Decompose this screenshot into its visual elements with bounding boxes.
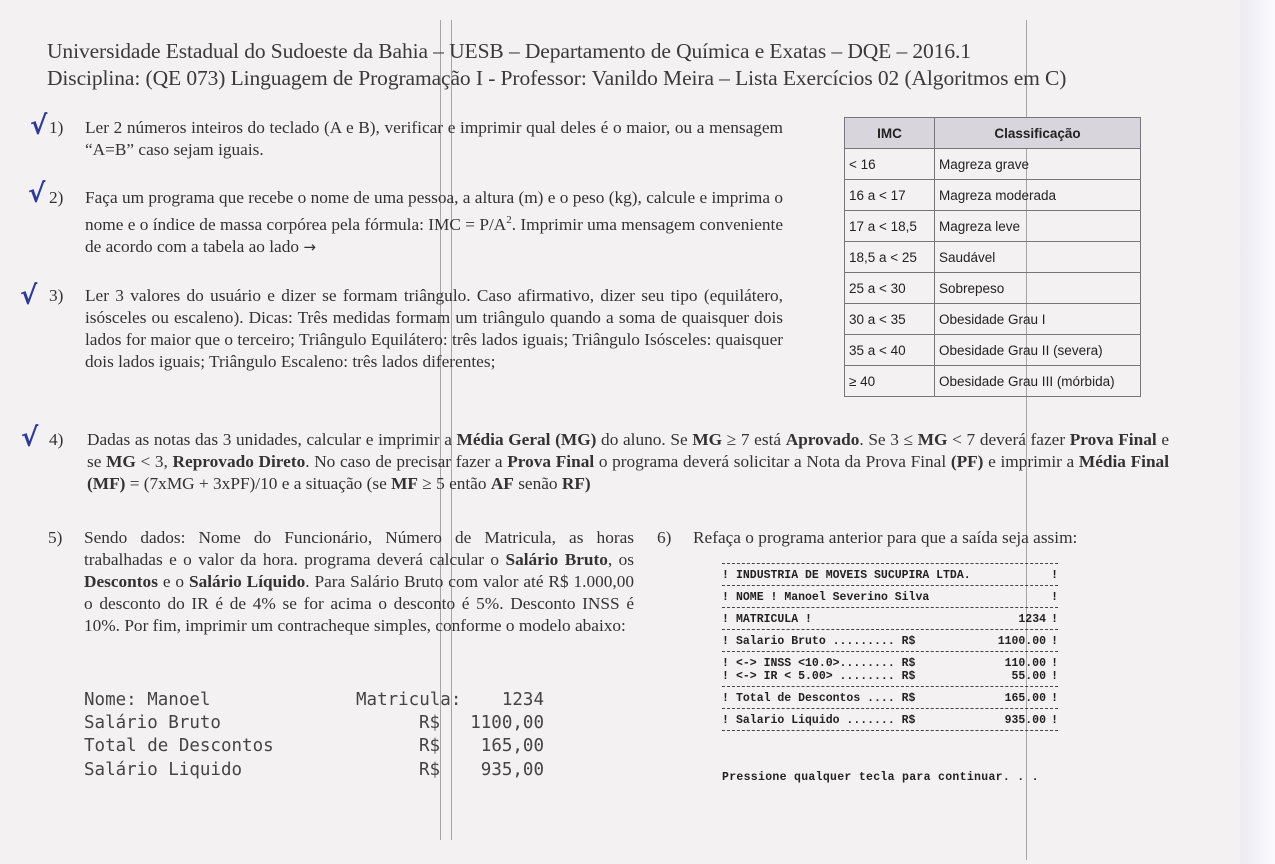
bold-run: MG <box>106 452 136 471</box>
question-text: Faça um programa que recebe o nome de uma pessoa, a altura (m) e o peso (kg), calcule e imprima o nome e o índice de massa corpórea pela fórmula: IMC = P/A <box>85 188 783 234</box>
text-run: < 7 deverá fazer <box>947 430 1070 449</box>
bold-run: (MF) <box>87 474 126 493</box>
imc-class: Magreza moderada <box>935 180 1141 211</box>
payslip-value: 935,00 <box>480 760 544 780</box>
question-number: 4) <box>49 430 64 449</box>
question-number: 1) <box>49 118 64 137</box>
checkmark-q4: √ <box>21 423 39 453</box>
imc-range: 17 a < 18,5 <box>845 211 935 242</box>
text-run: , os <box>607 550 634 569</box>
question-1 <box>49 117 783 161</box>
text-run: Dadas as notas das 3 unidades, calcular e imprimir a <box>87 430 457 449</box>
superscript: 2 <box>506 214 512 226</box>
terminal-row: ! NOME ! Manoel Severino Silva ! <box>722 591 1058 604</box>
table-row <box>845 211 1141 242</box>
bruto-label: Salario Bruto ......... R$ <box>736 635 916 648</box>
terminal-row: ! Salario Liquido ....... R$ 935.00 ! <box>722 714 1058 727</box>
text-run: . Se 3 ≤ <box>859 430 918 449</box>
question-6 <box>657 527 1173 549</box>
question-5 <box>48 527 634 637</box>
header-line-2: Disciplina: (QE 073) Linguagem de Programação I - Professor: Vanildo Meira – Lista Exercícios 02 (Algoritmos em C) <box>47 66 1067 90</box>
table-row <box>845 366 1141 397</box>
text-run: < 3, <box>135 452 173 471</box>
imc-class: Obesidade Grau I <box>935 304 1141 335</box>
text-run: Sendo dados: Nome do Funcionário, Número de Matricula, as horas trabalhadas e o valor da hora. programa deverá calcular o <box>84 528 634 569</box>
payslip-value: 1234 <box>501 690 544 710</box>
imc-class: Sobrepeso <box>935 273 1141 304</box>
imc-range: 16 a < 17 <box>845 180 935 211</box>
table-row <box>845 180 1141 211</box>
inss-label: <-> INSS <10.0>........ R$ <box>736 657 916 670</box>
question-number: 2) <box>49 188 64 207</box>
bold-run: Aprovado <box>785 430 860 449</box>
bold-run: Salário Líquido <box>188 572 306 591</box>
payslip-label: Salário Bruto <box>84 713 221 733</box>
imc-range: 30 a < 35 <box>845 304 935 335</box>
text-run: ≥ 5 então <box>417 474 491 493</box>
question-number: 5) <box>48 528 63 547</box>
bold-run: Salário Bruto <box>505 550 608 569</box>
table-row <box>845 335 1141 366</box>
checkmark-q1: √ <box>30 111 48 141</box>
terminal-row: ! MATRICULA ! 1234 ! <box>722 613 1058 626</box>
cell-separator: ! <box>798 613 812 626</box>
total-label: Total de Descontos .... R$ <box>736 692 916 705</box>
question-3 <box>49 285 783 373</box>
table-row <box>845 304 1141 335</box>
bold-run: RF) <box>561 474 591 493</box>
text-run: ≥ 7 está <box>722 430 786 449</box>
payslip-mid: R$ <box>419 760 441 780</box>
payslip-mid: R$ <box>419 736 441 756</box>
liquido-value: 935.00 <box>1004 714 1046 727</box>
nome-cell <box>736 591 1046 604</box>
imc-range: 18,5 a < 25 <box>845 242 935 273</box>
text-run: do aluno. Se <box>596 430 693 449</box>
imc-class: Saudável <box>935 242 1141 273</box>
text-run: o programa deverá solicitar a Nota da Prova Final <box>594 452 951 471</box>
imc-table <box>844 117 1141 397</box>
header-line-1: Universidade Estadual do Sudoeste da Bahia – UESB – Departamento de Química e Exatas – DQE – 2016.1 <box>47 39 971 63</box>
terminal-prompt: Pressione qualquer tecla para continuar. . . <box>722 771 1039 784</box>
question-4 <box>49 429 1170 495</box>
text-run: senão <box>513 474 562 493</box>
bruto-value: 1100.00 <box>997 635 1046 648</box>
payslip-value: 165,00 <box>480 736 544 756</box>
text-run: e se <box>87 430 1169 471</box>
bold-run: MG <box>692 430 723 449</box>
nome-label: NOME <box>736 591 764 604</box>
imc-range: 35 a < 40 <box>845 335 935 366</box>
liquido-label: Salario Liquido ....... R$ <box>736 714 916 727</box>
payslip-label: Salário Liquido <box>84 760 243 780</box>
bold-run: (PF) <box>950 452 984 471</box>
total-value: 165.00 <box>1004 692 1046 705</box>
bold-run: Média Geral (MG) <box>456 430 597 449</box>
terminal-row: ! Salario Bruto ......... R$ 1100.00 ! <box>722 635 1058 648</box>
matricula-label: MATRICULA <box>736 613 799 626</box>
imc-range: < 16 <box>845 149 935 180</box>
question-text: Refaça o programa anterior para que a saída seja assim: <box>693 528 1078 547</box>
payslip-mid: Matricula: <box>356 690 462 710</box>
bold-run: Prova Final <box>1069 430 1157 449</box>
text-run: . No caso de precisar fazer a <box>305 452 508 471</box>
terminal-row: ! <-> IR < 5.00> ........ R$ 55.00 ! <box>722 670 1058 683</box>
text-run: e o <box>157 572 189 591</box>
terminal-row: ! <-> INSS <10.0>........ R$ 110.00 ! <box>722 657 1058 670</box>
question-2 <box>49 187 783 258</box>
cell-separator: ! <box>763 591 785 604</box>
scan-edge <box>1240 0 1275 864</box>
nome-value: Manoel Severino Silva <box>784 591 930 604</box>
divider <box>722 730 1058 743</box>
text-run: e imprimir a <box>983 452 1079 471</box>
imc-class: Magreza leve <box>935 211 1141 242</box>
matricula-value: 1234 <box>1018 613 1046 626</box>
imc-class: Obesidade Grau II (severa) <box>935 335 1141 366</box>
question-number: 6) <box>657 528 672 547</box>
ir-value: 55.00 <box>1011 670 1046 683</box>
bold-run: Prova Final <box>507 452 595 471</box>
text-run: = (7xMG + 3xPF)/10 e a situação (se <box>125 474 392 493</box>
imc-range: ≥ 40 <box>845 366 935 397</box>
document-header <box>47 38 1066 92</box>
payslip-label: Nome: Manoel <box>84 690 211 710</box>
table-row <box>845 149 1141 180</box>
checkmark-q2: √ <box>28 179 46 209</box>
ir-label: <-> IR < 5.00> ........ R$ <box>736 670 916 683</box>
arrow-right-icon: → <box>303 237 316 256</box>
inss-value: 110.00 <box>1004 657 1046 670</box>
payslip-value: 1100,00 <box>470 713 544 733</box>
bold-run: MF <box>391 474 418 493</box>
payslip-label: Total de Descontos <box>84 736 274 756</box>
text-run: . Para Salário Bruto com valor até R$ 1.000,00 o desconto do IR é de 4% se for acima o desconto é 5%. Desconto INSS é 10%. Por fim, imprimir um contracheque simples, conforme o modelo abaixo: <box>84 572 634 635</box>
question-number: 3) <box>49 286 64 305</box>
table-header: IMC <box>845 118 935 149</box>
imc-class: Magreza grave <box>935 149 1141 180</box>
bold-run: MG <box>917 430 948 449</box>
checkmark-q3: √ <box>20 281 38 311</box>
imc-range: 25 a < 30 <box>845 273 935 304</box>
table-row <box>845 273 1141 304</box>
bold-run: Média Final <box>1078 452 1170 471</box>
company-name: INDUSTRIA DE MOVEIS SUCUPIRA LTDA. <box>736 569 971 582</box>
terminal-output <box>722 563 1058 743</box>
matricula-cell <box>736 613 1046 626</box>
bold-run: Descontos <box>84 572 158 591</box>
question-text: Ler 3 valores do usuário e dizer se formam triângulo. Caso afirmativo, dizer seu tipo (equilátero, isósceles ou escaleno). Dicas: Três medidas formam um triângulo quando a soma de quaisquer dois lados for maior que o terceiro; Triângulo Equilátero: três lados iguais; Triângulo Isósceles: quaisquer dois lados iguais; Triângulo Escaleno: três lados diferentes; <box>85 286 783 371</box>
question-text: Ler 2 números inteiros do teclado (A e B), verificar e imprimir qual deles é o maior, ou a mensagem “A=B” caso sejam iguais. <box>85 118 783 159</box>
payslip-mid: R$ <box>419 713 441 733</box>
terminal-row: ! INDUSTRIA DE MOVEIS SUCUPIRA LTDA. ! <box>722 569 1058 582</box>
bold-run: Reprovado Direto <box>172 452 306 471</box>
imc-class: Obesidade Grau III (mórbida) <box>935 366 1141 397</box>
terminal-row: ! Total de Descontos .... R$ 165.00 ! <box>722 692 1058 705</box>
table-header: Classificação <box>935 118 1141 149</box>
table-row <box>845 242 1141 273</box>
question-text: . Imprimir uma mensagem conveniente de acordo com a tabela ao lado <box>85 214 783 256</box>
bold-run: AF <box>490 474 514 493</box>
